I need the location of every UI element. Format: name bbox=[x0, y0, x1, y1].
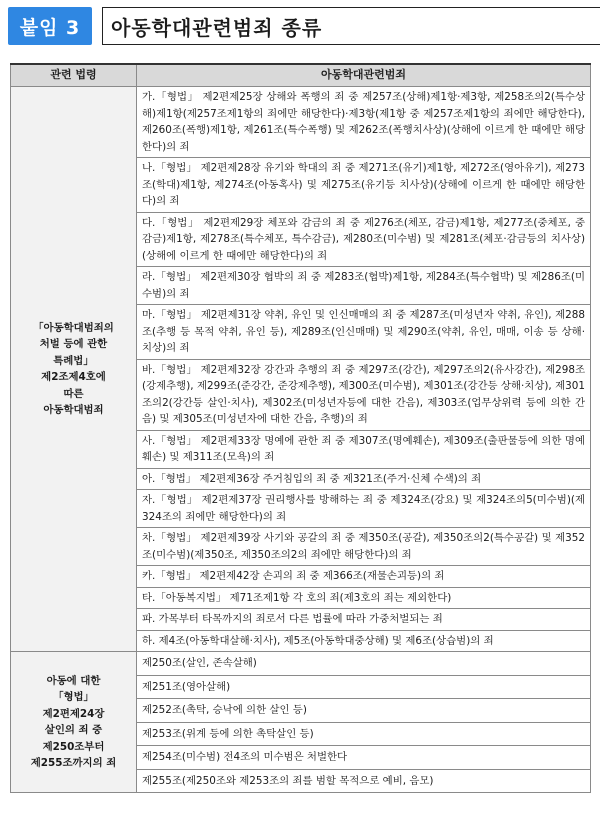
table-row bbox=[11, 87, 591, 158]
law-line: 처벌 등에 관한 bbox=[39, 338, 108, 350]
law-line: 제2편제24장 bbox=[42, 707, 105, 720]
crime-item: 다.「형법」 제2편제29장 체포와 감금의 죄 중 제276조(체포, 감금)제1항, 제277조(중체포, 중감금)제1항, 제278조(특수체포, 특수감금), 제280조(미수범) 및 제281조(체포·감금등의 치사상)(상해에 이르게 한 때에만 해당한다)의 죄 bbox=[137, 212, 591, 267]
crime-item: 나.「형법」 제2편제28장 유기와 학대의 죄 중 제271조(유기)제1항, 제272조(영아유기), 제273조(학대)제1항, 제274조(아동혹사) 및 제275조(유기등 치사상)(상해에 이르게 한 때에만 해당한다)의 죄 bbox=[137, 158, 591, 213]
crime-item: 라.「형법」 제2편제30장 협박의 죄 중 제283조(협박)제1항, 제284조(특수협박) 및 제286조(미수범)의 죄 bbox=[137, 267, 591, 305]
crime-item: 가.「형법」 제2편제25장 상해와 폭행의 죄 중 제257조(상해)제1항·제3항, 제258조의2(특수상해)제1항(제257조제1항의 죄에만 해당한다)·제3항(제1항 중 제257조제1항의 죄에만 해당한다), 제260조(폭행)제1항, 제261조(특수폭행) 및 제262조(폭행치사상)(상해에 이르게 한 때에만 해당한다)의 죄 bbox=[137, 87, 591, 158]
law-cell-special-act bbox=[11, 87, 137, 652]
law-line: 「형법」 bbox=[53, 691, 94, 703]
crime-item: 제253조(위계 등에 의한 촉탁살인 등) bbox=[137, 722, 591, 746]
column-header-crime: 아동학대관련범죄 bbox=[137, 64, 591, 87]
crime-item: 제252조(촉탁, 승낙에 의한 살인 등) bbox=[137, 699, 591, 723]
crime-item: 제254조(미수범) 전4조의 미수범은 처벌한다 bbox=[137, 746, 591, 770]
law-line: 아동학대범죄 bbox=[43, 404, 104, 416]
attachment-badge: 붙임 3 bbox=[8, 7, 92, 45]
law-line: 살인의 죄 중 bbox=[44, 724, 103, 736]
crime-item: 자.「형법」 제2편제37장 권리행사를 방해하는 죄 중 제324조(강요) 및 제324조의5(미수범)(제324조의 죄에만 해당한다)의 죄 bbox=[137, 490, 591, 528]
law-line: 제250조부터 bbox=[42, 740, 105, 753]
law-line: 「아동학대범죄의 bbox=[33, 321, 114, 334]
crime-item: 제250조(살인, 존속살해) bbox=[137, 652, 591, 676]
crime-item: 바.「형법」 제2편제32장 강간과 추행의 죄 중 제297조(강간), 제297조의2(유사강간), 제298조(강제추행), 제299조(준강간, 준강제추행), 제300조(미수범), 제301조(강간등 상해·치상), 제301조의2(강간등 살인·치사), 제302조(미성년자등에 대한 간음), 제303조(업무상위력 등에 의한 간음) 및 제305조(미성년자에 대한 간음, 추행)의 죄 bbox=[137, 359, 591, 430]
law-line: 따른 bbox=[63, 387, 84, 400]
crime-item: 아.「형법」 제2편제36장 주거침입의 죄 중 제321조(주거·신체 수색)의 죄 bbox=[137, 468, 591, 490]
page-header bbox=[8, 7, 592, 45]
crime-types-table bbox=[10, 63, 591, 793]
crime-item: 카.「형법」 제2편제42장 손괴의 죄 중 제366조(재물손괴등)의 죄 bbox=[137, 566, 591, 588]
column-header-law: 관련 법령 bbox=[11, 64, 137, 87]
crime-item: 제255조(제250조와 제253조의 죄를 범할 목적으로 예비, 음모) bbox=[137, 769, 591, 793]
law-line: 제2조제4호에 bbox=[41, 371, 106, 383]
table-row bbox=[11, 652, 591, 676]
crime-item: 제251조(영아살해) bbox=[137, 675, 591, 699]
crime-item: 파. 가목부터 타목까지의 죄로서 다른 법률에 따라 가중처벌되는 죄 bbox=[137, 609, 591, 631]
law-line: 아동에 대한 bbox=[46, 674, 101, 687]
crime-item: 차.「형법」 제2편제39장 사기와 공갈의 죄 중 제350조(공갈), 제350조의2(특수공갈) 및 제352조(미수범)(제350조, 제350조의2의 죄에만 해당한다)의 죄 bbox=[137, 528, 591, 566]
law-line: 제255조까지의 죄 bbox=[30, 757, 117, 769]
crime-item: 타.「아동복지법」 제71조제1항 각 호의 죄(제3호의 죄는 제외한다) bbox=[137, 587, 591, 609]
crime-item: 사.「형법」 제2편제33장 명예에 관한 죄 중 제307조(명예훼손), 제309조(출판물등에 의한 명예훼손) 및 제311조(모욕)의 죄 bbox=[137, 430, 591, 468]
table-header-row bbox=[11, 64, 591, 87]
crime-item: 하. 제4조(아동학대살해·치사), 제5조(아동학대중상해) 및 제6조(상습범)의 죄 bbox=[137, 630, 591, 652]
crime-item: 마.「형법」 제2편제31장 약취, 유인 및 인신매매의 죄 중 제287조(미성년자 약취, 유인), 제288조(추행 등 목적 약취, 유인 등), 제289조(인신매매) 및 제290조(약취, 유인, 매매, 이송 등 상해·치상)의 죄 bbox=[137, 305, 591, 360]
law-line: 특례법」 bbox=[53, 354, 94, 367]
law-cell-criminal-act bbox=[11, 652, 137, 793]
page-title: 아동학대관련범죄 종류 bbox=[102, 7, 600, 45]
